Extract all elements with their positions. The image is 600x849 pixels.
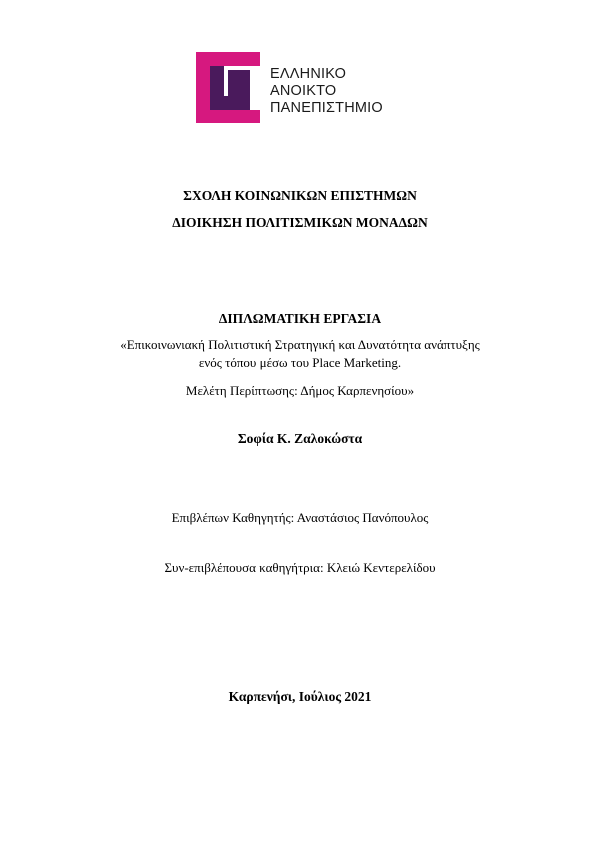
- logo-wordmark: [270, 66, 383, 117]
- department-name: ΔΙΟΙΚΗΣΗ ΠΟΛΙΤΙΣΜΙΚΩΝ ΜΟΝΑΔΩΝ: [172, 215, 428, 230]
- co-supervisor: Συν-επιβλέπουσα καθηγήτρια: Κλειώ Κεντερελίδου: [164, 560, 436, 575]
- logo-line-3: ΠΑΝΕΠΙΣΤΗΜΙΟ: [270, 100, 383, 116]
- logo-line-1: ΕΛΛΗΝΙΚΟ: [270, 66, 347, 82]
- university-logo: [194, 50, 394, 125]
- thesis-title-line: «Επικοινωνιακή Πολιτιστική Στρατηγική και Δυνατότητα ανάπτυξης: [120, 337, 480, 352]
- supervisor: Επιβλέπων Καθηγητής: Αναστάσιος Πανόπουλος: [171, 510, 429, 525]
- thesis-label: ΔΙΠΛΩΜΑΤΙΚΗ ΕΡΓΑΣΙΑ: [218, 311, 382, 326]
- author-name: Σοφία Κ. Ζαλοκώστα: [237, 431, 363, 446]
- logo-line-2: ΑΝΟΙΚΤΟ: [270, 83, 337, 99]
- thesis-title-line: ενός τόπου μέσω του Place Marketing.: [198, 355, 402, 370]
- logo-mark-icon: [194, 50, 270, 125]
- thesis-title-line: Μελέτη Περίπτωσης: Δήμος Καρπενησίου»: [185, 383, 415, 398]
- school-name: ΣΧΟΛΗ ΚΟΙΝΩΝΙΚΩΝ ΕΠΙΣΤΗΜΩΝ: [183, 188, 417, 203]
- place-date: Καρπενήσι, Ιούλιος 2021: [228, 689, 372, 704]
